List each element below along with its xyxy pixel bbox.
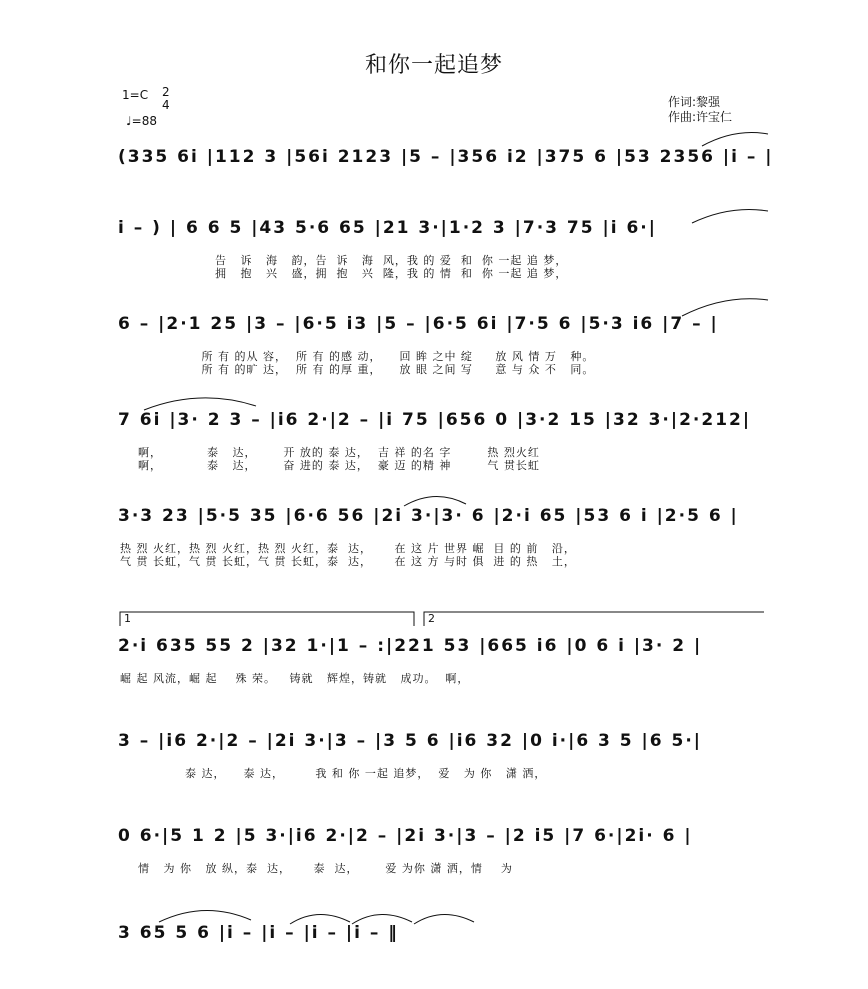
time-bottom: 4 (162, 98, 170, 112)
volta-first: 1 (124, 612, 131, 625)
notation-line: (335 6i |112 3 |56i 2123 |5 – |356 i2 |375 6 |53 2356 |i – | (118, 147, 774, 167)
lyrics-verse-2: 气 贯 长虹，气 贯 长虹，气 贯 长虹，泰 达， 在 这 方 与时 俱 进 的 热 土， (120, 555, 576, 568)
notation-line: 7 6i |3· 2 3 – |i6 2·|2 – |i 75 |656 0 |3·2 15 |32 3·|2·212| (118, 410, 752, 430)
tie-arc (140, 388, 260, 412)
notation-line: 6 – |2·1 25 |3 – |6·5 i3 |5 – |6·5 6i |7·5 6 |5·3 i6 |7 – | (118, 314, 719, 334)
tempo-value: =88 (131, 114, 157, 128)
key-label: 1=C (122, 88, 149, 102)
notation-line: 0 6·|5 1 2 |5 3·|i6 2·|2 – |2i 3·|3 – |2 i5 |7 6·|2i· 6 | (118, 826, 693, 846)
notation-line: i – ) | 6 6 5 |43 5·6 65 |21 3·|1·2 3 |7·3 75 |i 6·| (118, 218, 657, 238)
notation-line: 2·i 635 55 2 |32 1·|1 – :|221 53 |665 i6 |0 6 i |3· 2 | (118, 636, 703, 656)
tie-arc (400, 488, 470, 508)
page-title: 和你一起追梦 (364, 53, 503, 78)
notation-line: 3·3 23 |5·5 35 |6·6 56 |2i 3·|3· 6 |2·i 65 |53 6 i |2·5 6 | (118, 506, 739, 526)
credits (668, 95, 732, 125)
notation-line: 3 65 5 6 |i – |i – |i – |i – ‖ (118, 923, 399, 943)
lyrics-verse-1: 崛 起 风流，崛 起 殊 荣。 铸就 辉煌，铸就 成功。 啊， (120, 672, 470, 685)
tie-arc (155, 900, 255, 924)
volta-second: 2 (428, 612, 435, 625)
lyrics-verse-2: 啊， 泰 达， 奋 进的 泰 达， 豪 迈 的精 神 气 贯长虹 (138, 459, 540, 472)
composer: 作曲:许宝仁 (668, 110, 733, 124)
lyrics-verse-1: 啊， 泰 达， 开 放的 泰 达， 吉 祥 的名 字 热 烈火红 (138, 446, 540, 459)
lyrics-verse-1: 热 烈 火红，热 烈 火红，热 烈 火红，泰 达， 在 这 片 世界 崛 目 的 前 沿， (120, 542, 576, 555)
lyrics-verse-2: 拥 抱 兴 盛，拥 抱 兴 隆，我 的 情 和 你 一起 追 梦， (188, 267, 568, 280)
tie-arc (700, 128, 770, 148)
key-signature (122, 85, 170, 128)
volta-brackets (118, 608, 768, 628)
notation-line: 3 – |i6 2·|2 – |2i 3·|3 – |3 5 6 |i6 32 |0 i·|6 3 5 |6 5·| (118, 731, 703, 751)
time-signature (162, 86, 170, 112)
lyrics-verse-1: 泰 达， 泰 达， 我 和 你 一起 追梦， 爱 为 你 潇 洒， (158, 767, 547, 780)
lyrics-verse-1: 告 诉 海 韵，告 诉 海 风，我 的 爱 和 你 一起 追 梦， (188, 254, 568, 267)
lyrics-verse-2: 所 有 的旷 达， 所 有 的厚 重， 放 眼 之间 写 意 与 众 不 同。 (188, 363, 595, 376)
lyrics-verse-1: 所 有 的从 容， 所 有 的感 动， 回 眸 之中 绽 放 风 情 万 种。 (188, 350, 595, 363)
quarter-note-icon: ♩ (126, 114, 132, 128)
lyricist: 作词:黎强 (668, 95, 721, 109)
tempo-marking (126, 114, 157, 128)
time-top: 2 (162, 85, 170, 99)
lyrics-verse-1: 情 为 你 放 纵，泰 达， 泰 达， 爱 为你 潇 洒，情 为 (138, 862, 513, 875)
